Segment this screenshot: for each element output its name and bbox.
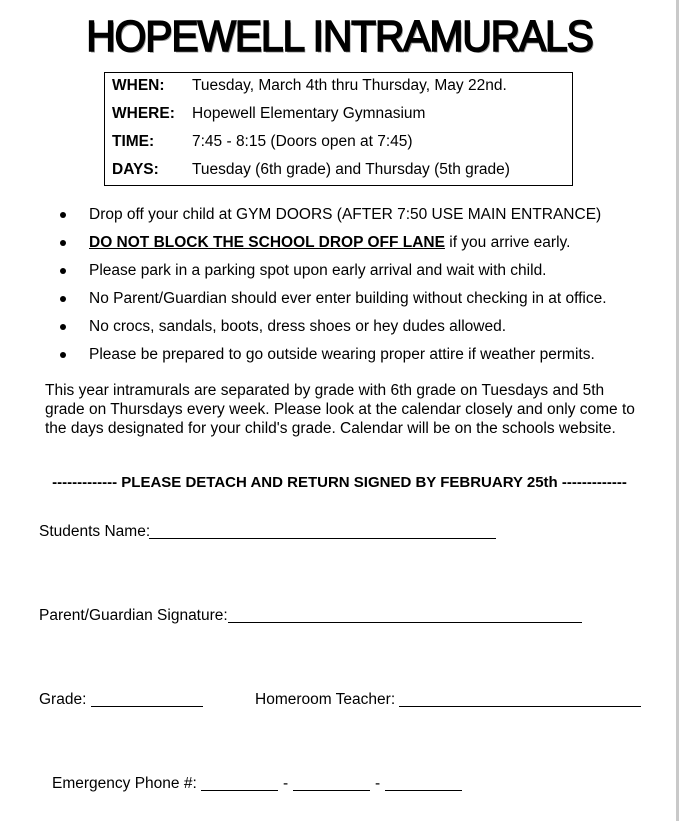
drop-off-lane-warning: DO NOT BLOCK THE SCHOOL DROP OFF LANE — [89, 234, 445, 251]
phone-prefix-field[interactable] — [293, 790, 370, 791]
student-name-field[interactable] — [149, 538, 496, 539]
grade-label: Grade: — [39, 691, 87, 708]
list-item-text: Please be prepared to go outside wearing proper attire if weather permits. — [89, 346, 595, 363]
homeroom-teacher-label: Homeroom Teacher: — [255, 691, 396, 708]
signature-label: Parent/Guardian Signature: — [39, 607, 228, 624]
list-item-text: No crocs, sandals, boots, dress shoes or hey dudes allowed. — [89, 318, 507, 335]
bullet-icon — [60, 352, 66, 358]
detach-instruction: ------------- PLEASE DETACH AND RETURN SIGNED BY FEBRUARY 25th ------------- — [52, 474, 627, 491]
phone-separator: - — [375, 775, 381, 792]
bullet-icon — [60, 268, 66, 274]
info-label: DAYS: — [112, 161, 159, 178]
list-item-text: Drop off your child at GYM DOORS (AFTER 7:50 USE MAIN ENTRANCE) — [89, 206, 602, 223]
event-info-box — [104, 72, 573, 186]
list-item-text: Please park in a parking spot upon early arrival and wait with child. — [89, 262, 547, 279]
bullet-icon — [60, 212, 66, 218]
info-label: TIME: — [112, 133, 155, 150]
student-name-label: Students Name: — [39, 523, 151, 540]
list-item-text: No Parent/Guardian should ever enter building without checking in at office. — [89, 290, 607, 307]
bullet-icon — [60, 240, 66, 246]
info-value: 7:45 - 8:15 (Doors open at 7:45) — [192, 133, 413, 150]
grade-field[interactable] — [91, 706, 203, 707]
signature-field[interactable] — [228, 622, 582, 623]
list-item-text-rest: if you arrive early. — [444, 234, 571, 251]
phone-line-number-field[interactable] — [385, 790, 462, 791]
page-title: HOPEWELL INTRAMURALS — [86, 12, 593, 61]
emergency-phone-label: Emergency Phone #: — [52, 775, 197, 792]
schedule-paragraph: This year intramurals are separated by grade with 6th grade on Tuesdays and 5th grade on Thursdays every week. Please look at the calendar closely and only come to the days designated for your child's grade. Calendar will be on the schools website. — [45, 382, 635, 437]
phone-separator: - — [283, 775, 289, 792]
info-value: Tuesday (6th grade) and Thursday (5th grade) — [192, 161, 510, 178]
info-value: Tuesday, March 4th thru Thursday, May 22nd. — [192, 77, 507, 94]
bullet-icon — [60, 296, 66, 302]
info-label: WHEN: — [112, 77, 165, 94]
bullet-icon — [60, 324, 66, 330]
phone-area-code-field[interactable] — [201, 790, 278, 791]
info-value: Hopewell Elementary Gymnasium — [192, 105, 426, 122]
list-item-text — [89, 232, 570, 254]
info-label: WHERE: — [112, 105, 175, 122]
homeroom-teacher-field[interactable] — [399, 706, 641, 707]
